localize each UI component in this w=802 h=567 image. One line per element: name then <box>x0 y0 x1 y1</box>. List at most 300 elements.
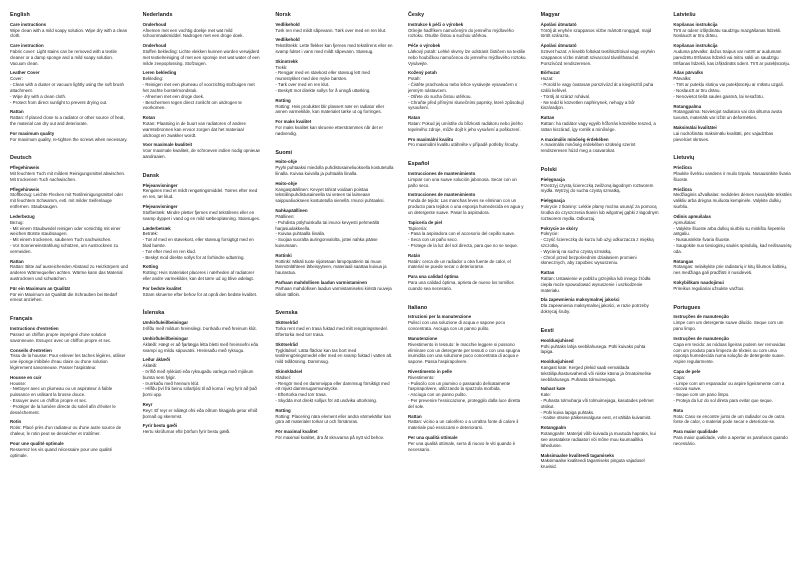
block-text: Látkový potah: Lehké skvrny lze odstranit čističem na textilie nebo houbičkou namočenou do jemného mýdlového roztoku. Vysávejte. <box>407 49 527 66</box>
language-title: Latviešu <box>673 12 696 18</box>
block-heading: Fyrir bestu gæði <box>142 423 178 429</box>
block-text: - Protéger de la lumière directe du soleil afin d'éviter le dessèchement. <box>10 403 116 415</box>
care-block <box>541 43 660 66</box>
block-text: För maximal kvalitet, dra åt skruvarna på nytt vid behov. <box>275 435 384 441</box>
care-block <box>541 297 660 314</box>
language-section-portugues <box>673 305 792 447</box>
care-block <box>673 280 792 292</box>
block-text: - Nenovietot tiešā saules gaismā, lai nesažūtu. <box>673 93 764 99</box>
language-title: English <box>10 12 30 18</box>
block-text: Tygklädsel: Lätta fläckar kan tas bort med textilrengöringsmedel eller med en svamp fuktad i vatten alt. mild tvållösning. Dammsug. <box>275 347 393 365</box>
block-text: Ratán: cerca de un radiador u otra fuente de calor, el material se puede secar o deteriorarse. <box>407 258 511 270</box>
block-heading: Ratán <box>407 252 421 258</box>
block-text: - Chraňte před přímými slunečními paprsky, které způsobují vysoušení. <box>407 99 524 111</box>
block-text: - Kaitse otsese päikesevalguse eest, et vältida kuivamist. <box>540 415 652 421</box>
block-heading: Ápolási útmutató <box>540 21 577 27</box>
block-text: Rotting: Placering nära element eller andra värmekällor kan göra att materialet torkar ut och försämras. <box>275 413 392 425</box>
block-heading: Kokybiškam naudojimui <box>673 280 724 286</box>
block-text: - Beskytt mot direkte sollys for å unngå uttørking. <box>275 87 371 93</box>
language-title: Nederlands <box>142 12 173 18</box>
block-text: Funda de tejido: Las manchas leves se eliminan con un producto para tejidos o una esponja humedecida en agua y un detergente suave. Pasar la aspiradora. <box>407 198 524 215</box>
care-block <box>143 264 262 281</box>
language-section-lietuvi- <box>673 155 792 291</box>
care-block <box>541 115 660 132</box>
block-text: Rattan: vicino a un calorifero o a un'altra fonte di calore il materiale può essiccarsi e deteriorarsi. <box>407 419 519 431</box>
care-block <box>673 314 792 331</box>
care-block <box>275 408 394 425</box>
care-block <box>541 177 660 194</box>
block-heading: Rotan <box>142 115 156 121</box>
block-text: Plaukite švelniu vandens ir muilo tirpalu. Nusausinkite švaria šluoste. <box>673 171 791 182</box>
care-block <box>673 70 792 99</box>
block-text: Pokrycie: <box>540 231 559 237</box>
block-text: Prireikus reguliariai užsukite varžtus. <box>673 285 745 291</box>
block-heading: Rattan <box>10 258 24 264</box>
block-text: Limpe com um detergente suave diluído. Seque com um pano limpo. <box>673 320 784 332</box>
care-block <box>275 119 394 136</box>
care-block <box>408 414 527 431</box>
care-block <box>10 131 129 143</box>
language-section-italiano <box>408 305 527 453</box>
block-heading: Onderhoud <box>142 43 167 49</box>
block-heading: Instructions d'entretien <box>10 326 59 332</box>
block-text: For maks kvalitet kan skruene etterstrammes når det er nødvendig. <box>275 124 383 136</box>
block-text: Medžiaginis užvalkalas: nedideles dėmes nuvalykite tekstilės valikliu arba drėgna muiluota kempinėle. Valykite dulkių siurbliu. <box>673 192 792 210</box>
block-text: Pokrycie z tkaniny: Lekkie plamy można usunąć za pomocą środka do czyszczenia tkanin lub wilgotnej gąbki z łagodnym roztworem mydła. Odkurzaj. <box>540 204 659 221</box>
care-block <box>408 137 527 149</box>
language-title: Italiano <box>407 304 428 311</box>
block-heading: Care instructions <box>10 21 47 27</box>
block-heading: Dla zapewnienia maksymalnej jakości <box>540 297 620 303</box>
block-heading: Pflegehinweis <box>10 165 40 171</box>
block-heading: Pro maximální kvalitu <box>407 136 454 142</box>
language-title: Dansk <box>142 172 160 179</box>
care-block <box>143 357 262 398</box>
block-text: - Tīrīt ar putekļu slotiņu vai putekļsūcēju ar mīkstu uzgali. <box>673 82 784 88</box>
block-text: Pro maximální kvalitu utáhněte v případě potřeby šrouby. <box>407 142 519 148</box>
block-text: - Reinigen met een plumeau of voorzichtig stofzuigen met het zachte borstelmondstuk. <box>142 82 255 93</box>
block-text: Rottinki: Mikäli tuote sijoitetaan lämpöpatterin tai muun lämmönlähteen läheisyyteen, materiaali saattaa kuivua ja haurastua. <box>275 258 387 276</box>
language-title: Portugues <box>673 304 701 311</box>
block-heading: Kopšanas instrukcija <box>673 43 718 49</box>
block-text: Kangast kate: Kerged plekid saab eemaldada tekstiilipuhastusvahendi või niiske käsna ja õrnatoimelise seebilahusega. Puhasta tolmuimejaga. <box>540 364 652 382</box>
block-text: - Þrífið með rykkústi eða ryksugaðu varlega með mjúkum bursta sem fylgir. <box>142 368 254 380</box>
block-text: - Beskyt mod direkte sollys for at forhindre udtørring. <box>142 254 245 260</box>
block-text: Áklæði: Hægt er að fjarlægja létta bletti með hreinsiefni eða svampi og mildu sápuvatni. Hreinsaðu með ryksugu. <box>142 341 259 353</box>
care-block <box>143 115 262 138</box>
language-section-dansk <box>143 173 262 298</box>
block-text: - Pasa la aspiradora con el accesorio del cepillo suave. <box>407 231 516 237</box>
care-block <box>143 183 262 200</box>
block-text: - Otřete do sucha čistou utěrkou. <box>407 93 472 99</box>
block-heading: Instrucciones de mantenimiento <box>407 171 476 177</box>
block-heading: Para maior qualidade <box>673 429 718 435</box>
care-block <box>143 423 262 435</box>
block-heading: Rotting <box>142 264 159 270</box>
block-heading: For bedste kvalitet <box>142 285 182 291</box>
block-text: Stoffbezug: Leichte Flecken mit Textilreinigungsmittel oder mit feuchtem Schwamm, evtl. mit milder Seifenlauge entfernen. Staubsaugen. <box>10 192 124 210</box>
language-section-svenska <box>275 310 394 440</box>
block-heading: Istruzioni per la manutenzione <box>407 314 472 320</box>
block-heading: Pour une qualité optimale <box>10 440 64 446</box>
block-text: Hertu skrúfurnar eftir þörfum fyrir bestu gæði. <box>142 429 231 435</box>
care-block <box>10 419 129 436</box>
care-block <box>408 115 527 132</box>
language-title: Suomi <box>275 149 293 156</box>
care-block <box>143 320 262 332</box>
language-section-fran-ais <box>10 316 129 458</box>
column-4 <box>408 12 527 466</box>
block-heading: Lederbezug <box>10 213 35 219</box>
block-heading: Rotangpalma <box>673 103 702 109</box>
block-text: - Vor Sonneneinstrahlung schützen, um Austrocknen zu vermeiden. <box>10 242 119 254</box>
block-text: Otírejte hadříkem namočeným do jemného mýdlového roztoku. Osušte čistou a suchou utěrkou. <box>407 27 514 39</box>
care-block <box>143 70 262 111</box>
block-heading: A maximális minőség érdekében <box>540 136 609 142</box>
block-text: Reyr: Ef reyr er nálægt ofni eða öðrum hitagjafa getur efnið þornað og skemmst. <box>142 407 258 419</box>
care-block <box>408 274 527 291</box>
block-heading: Umhirðuleiðbeiningar <box>142 335 189 341</box>
block-heading: Instruções de manutenção <box>673 314 729 320</box>
language-section-deutsch <box>10 155 129 303</box>
block-text: - Ne tedd ki közvetlen napfénynek, nehogy a bőr kiszáradjon. <box>540 99 635 111</box>
care-block <box>10 348 129 371</box>
block-text: - Tørk over med en ren klut. <box>275 82 330 88</box>
care-block <box>541 453 660 470</box>
block-text: Rivestimento in tessuto: le macchie leggere si possono eliminare con un detergente per tessuti o con una spugna inumidita con una soluzione poco concentrata di acqua e sapone. Passa l'aspirapolvere. <box>407 341 521 365</box>
care-block <box>673 43 792 66</box>
block-text: - Þurrkaðu með hreinum klút. <box>142 380 200 386</box>
care-block <box>275 429 394 441</box>
block-heading: Rotangpalm <box>540 425 567 431</box>
care-block <box>408 192 527 215</box>
block-heading: Para una calidad óptima <box>407 274 459 280</box>
block-text: Auduma pārvalks: dažus traipus var notīrīt ar audumam paredzētu tīrīšanas līdzekli vai mitru sūkli un saudzīgu tīrīšanas līdzekli, kas izšķīdināts ūdenī. Tīrīt ar putekļsūcēju. <box>673 49 791 66</box>
care-block <box>143 204 262 221</box>
care-block <box>10 259 129 282</box>
care-block <box>408 171 527 188</box>
block-text: Rattan: If placed close to a radiator or other source of heat, the material can dry out and deteriorate. <box>10 115 125 126</box>
block-text: Kate: <box>540 392 551 398</box>
language-section-english <box>10 12 129 142</box>
care-block <box>10 326 129 343</box>
block-text: - Afnemen met een droge doek. <box>142 93 205 99</box>
block-text: - Rengör med en dammvippa eller dammsug försiktigt med ett mjukt dammsugarmunstycke. <box>275 380 390 392</box>
block-heading: Bőrhuzat <box>540 70 560 76</box>
column-3 <box>275 12 394 454</box>
care-block <box>275 59 394 94</box>
block-text: - Seca con un paño seco. <box>407 237 458 243</box>
block-heading: Leren bekleding <box>142 70 177 76</box>
block-text: - Wycieraj na sucho czystą szmatką. <box>540 248 612 254</box>
care-block <box>673 408 792 425</box>
care-block <box>408 22 527 39</box>
block-heading: Ápolási útmutató <box>540 43 577 49</box>
block-heading: Ādas pārvalks <box>673 70 704 76</box>
block-text: Þrífðu með mildum hreinsilegi. Þurrkaðu með hreinum klút. <box>142 326 257 332</box>
block-heading: Instrucciones de mantenimiento <box>407 192 476 198</box>
block-text: - Eftertorka med torr trasa. <box>275 392 327 398</box>
block-text: Rattan: Bitte auf ausreichenden Abstand zu Heizkörpern und anderen Wärmequellen achten. Wärme kann das Material austrocknen und schwächen. <box>10 264 128 282</box>
block-text: - Seque com um pano limpo. <box>673 392 730 398</box>
care-block <box>541 70 660 111</box>
language-title: Lietuvių <box>673 155 695 162</box>
block-text: Para maior qualidade, volte a apertar os parafusos quando necessário. <box>673 435 788 446</box>
block-heading: Capa de pele <box>673 368 701 374</box>
block-text: - Wipe dry with a clean cloth. <box>10 93 67 99</box>
block-text: Stofbetræk: Mindre pletter fjernes med tekstilrens eller en svamp dyppet i vand og en mild sæbeopløsning. Støvsuges. <box>142 209 261 221</box>
care-block <box>673 214 792 255</box>
block-heading: Skötselråd <box>275 341 298 347</box>
block-heading: Instrukce k péči o výrobek <box>407 21 464 27</box>
language-section-suomi <box>275 150 394 298</box>
block-text: - Saugokite nuo tiesioginių saulės spindulių, kad neišsausėtų oda. <box>673 242 792 254</box>
care-block <box>275 253 394 276</box>
block-text: Parhaan mahdollisen laadun varmistamiseksi kiristä ruuveja silloin tällöin. <box>275 285 392 297</box>
language-title: Polski <box>540 167 557 174</box>
block-text: A maximális minőség érdekében szükség szerint rendszeresen húzd meg a csavarokat. <box>540 142 636 154</box>
care-block <box>10 109 129 126</box>
block-text: - Tør efter med en ren klud. <box>142 248 197 254</box>
language-title: Eesti <box>540 327 554 334</box>
block-text: Áklæði: <box>142 363 158 369</box>
block-text: Rotting: Hvis produktet blir plassert nær en radiator eller annen varmekilde, kan materialet tørke ut og forringes. <box>275 103 385 115</box>
care-block <box>408 435 527 452</box>
column-2 <box>143 12 262 448</box>
block-heading: Hoito-ohje <box>275 180 298 186</box>
care-block <box>408 314 527 331</box>
language-title: Íslenska <box>142 310 165 317</box>
care-block <box>673 336 792 365</box>
block-text: - Noslaucīt ar tīru drānu. <box>673 87 721 93</box>
block-heading: Per una qualità ottimale <box>407 435 458 441</box>
block-heading: Pokrycie ze skóry <box>540 225 578 231</box>
care-block <box>408 220 527 249</box>
care-block <box>673 165 792 182</box>
language-title: Deutsch <box>10 155 32 162</box>
care-block <box>10 165 129 182</box>
care-block <box>541 137 660 154</box>
block-text: Tekstiltrekk: Lette flekker kan fjernes med tekstilrens eller en svamp fuktet i vann med mildt såpevann. Støvsug. <box>275 43 393 55</box>
block-text: Törölj át enyhén szappanos vízbe mártott ronggyal, majd törölt szárazra. <box>540 27 652 39</box>
block-text: Rattan: ha radiátor vagy egyéb hőforrás közelébe teszed, a rattan kiszárad, így romlik a minősége. <box>540 120 656 132</box>
care-block <box>10 22 129 39</box>
block-heading: Rattan <box>10 109 24 115</box>
block-text: Rotangpalm: Materjal võib kuivada ja muutuda hapraks, kui see asetatakse radiaatori või mõne muu kuumaallika lähedusse. <box>540 431 656 448</box>
block-text: Torka rent med en trasa fuktad med milt rengöringsmedel. Eftertorka med torr trasa. <box>275 326 388 337</box>
language-title: Česky <box>407 12 425 18</box>
care-block <box>408 70 527 111</box>
care-block <box>275 208 394 249</box>
block-text: - Puhdista pölyhuiskulla tai imuroi kevyesti pehmeällä harjasuulakkeella. <box>275 219 380 231</box>
care-block <box>275 37 394 54</box>
block-heading: Hooldusjuhised <box>540 337 574 343</box>
block-heading: Kožený potah <box>407 70 437 76</box>
block-text: Szövet huzat: A kisebb foltokat textiltisztítóval vagy enyhén szappanos vízbe mártott szivaccsal távolíthatod el. Porszívózd rendszeresen. <box>540 49 655 66</box>
block-heading: Skinnklädsel <box>275 368 303 374</box>
block-heading: Priežiūra <box>673 165 692 171</box>
block-text: Rotangas: nelaikykite prie radiatorių ir kitų šilumos šaltinių, nes medžiaga gali pradžiūti ir nusidėvėti. <box>673 264 788 276</box>
block-text: Resserrez les vis quand nécessaire pour une qualité optimale. <box>10 446 113 458</box>
block-text: - Puliscilo con un piumino o passando delicatamente l'aspirapolvere, utilizzando la spazzola morbida. <box>407 380 511 392</box>
block-heading: Rotangas <box>673 258 694 264</box>
block-text: Rivestimento: <box>407 374 435 380</box>
block-text: - Protege de la luz del sol directa, para que no se seque. <box>407 242 519 248</box>
block-text: Rotin: Placé près d'un radiateur ou d'une autre source de chaleur, le rotin peut se dessécher et s'abîmer. <box>10 425 122 437</box>
block-text: Für ein Maximum an Qualität die Schrauben bei Bedarf erneut anziehen. <box>10 291 118 303</box>
block-heading: Odinis apmušalas <box>673 213 711 219</box>
block-text: - Kuivaa puhtaalla liinalla. <box>275 231 326 237</box>
block-text: - Asciuga con un panno pulito. <box>407 392 467 398</box>
care-block <box>10 286 129 303</box>
language-section--slenska <box>143 310 262 435</box>
block-heading: Parhaan mahdollisen laadun varmistaminen <box>275 280 368 286</box>
block-text: Przetrzyj czystą ściereczką zwilżoną łagodnym roztworem mydła. Wytrzyj do sucha czystą szmatką. <box>540 182 654 194</box>
block-text: Dla zapewnienia maksymalnej jakości, w razie potrzeby dokręcaj śruby. <box>540 303 649 315</box>
block-heading: Maksimālai kvalitātei <box>673 124 717 130</box>
block-text: - Protect from direct sunlight to prevent drying out. <box>10 99 108 105</box>
care-block <box>541 22 660 39</box>
block-heading: Skinntrekk <box>275 58 298 64</box>
block-text: - Pühi kuiva lapiga puhtaks. <box>540 409 595 415</box>
block-text: Klädsel: <box>275 374 291 380</box>
block-heading: Rota <box>673 407 684 413</box>
block-text: Para una calidad óptima, aprieta de nuevo los tornillos cuando sea necesario. <box>407 280 514 291</box>
block-heading: Péče o výrobek <box>407 43 441 49</box>
block-text: - Čistěte prachovkou nebo lehce vysávejte vysavačem s jemným nástavcem. <box>407 82 518 93</box>
language-section-magyar <box>541 12 660 154</box>
column-6 <box>673 12 792 460</box>
block-text: Tørk ren med mildt såpevann. Tørk over med en ren klut. <box>275 27 387 33</box>
block-heading: Voor maximale kwaliteit <box>142 142 193 148</box>
block-text: - Hlífðu því frá beinu sólarljósi til að koma í veg fyrir að það þorni upp. <box>142 386 257 398</box>
care-block <box>408 253 527 270</box>
care-block <box>541 198 660 221</box>
block-text: Rotan: Plaatsing in de buurt van radiatoren of andere warmtebronnen kan ervoor zorgen dat het materiaal uitdroogt en zwakker wordt. <box>142 120 246 138</box>
block-heading: Vedlikehold <box>275 21 300 27</box>
care-block <box>673 125 792 142</box>
care-block <box>541 338 660 355</box>
block-text: Rotangpalma: Novietojot radiatora vai cita siltuma avota tuvumā, materiāls var izžūt un deformēties. <box>673 109 782 121</box>
care-block <box>541 359 660 382</box>
block-text: Pulisci con una soluzione di acqua e sapone poco concentrata. Asciuga con un panno pulito. <box>407 320 506 332</box>
language-title: Norsk <box>275 12 291 18</box>
block-text: Housse: <box>10 380 27 386</box>
columns-grid <box>10 12 792 483</box>
block-text: Passez un chiffon propre imprégné d'une solution savonneuse. Essuyez avec un chiffon propre et sec. <box>10 331 112 343</box>
block-heading: Rotin <box>10 419 22 425</box>
block-text: Fabric cover: Light stains can be removed with a textile cleaner or a damp sponge and a mild soapy solution. Vacuum clean. <box>10 49 117 66</box>
care-block <box>673 22 792 39</box>
block-text: Mit feuchtem Tuch mit mildem Reinigungsmittel abwischen. Mit trockenem Tuch nachwischen. <box>10 171 126 182</box>
care-block <box>541 425 660 448</box>
care-block <box>275 342 394 365</box>
block-text: Ratan: Pokud jej umístíte do blízkosti radiátoru nebo jiného tepelného zdroje, může dojít k jeho vysušení a poškození. <box>407 120 523 132</box>
block-heading: Pielęgnacja <box>540 176 565 182</box>
column-5 <box>541 12 660 483</box>
block-text: Per una qualità ottimale, serra di nuovo le viti quando è necessario. <box>407 440 516 452</box>
care-block <box>541 270 660 293</box>
block-heading: Manutenzione <box>407 335 438 341</box>
care-block <box>275 320 394 337</box>
block-text: Betræk: <box>142 231 159 237</box>
block-heading: Rattan <box>540 270 555 276</box>
block-text: For maximum quality, re-tighten the screws when necessary. <box>10 136 128 142</box>
block-heading: Vedlikehold <box>275 37 300 43</box>
care-block <box>408 369 527 410</box>
care-block <box>143 22 262 39</box>
language-section-espa-ol <box>408 161 527 291</box>
block-text: Capa: <box>673 374 686 380</box>
care-block <box>10 43 129 66</box>
care-block <box>275 22 394 34</box>
language-section--esky <box>408 12 527 148</box>
language-title: Español <box>407 161 430 168</box>
care-block <box>143 336 262 353</box>
care-block <box>10 70 129 105</box>
block-text: - Nusausinkite švaria šluoste. <box>673 237 731 243</box>
block-text: - Czyść ściereczką do kurzu lub użyj odkurzacza z miękką szczotką. <box>540 237 654 248</box>
language-section-latvie-u <box>673 12 792 142</box>
care-block <box>10 214 129 255</box>
block-text: Rotting: Hvis materialet placeres i nærheden af radiatorer eller andre varmekilder, kan det tørre ud og blive ødelagt. <box>142 270 255 282</box>
block-text: - Chroń przed bezpośrednim działaniem promieni słonecznych, aby zapobiec wysuszeniu. <box>540 254 637 266</box>
block-heading: Nahast kate <box>540 386 566 392</box>
block-text: Potah: <box>407 76 421 82</box>
block-heading: Onderhoud <box>142 21 167 27</box>
block-heading: Hooldusjuhised <box>540 359 574 365</box>
care-block <box>275 280 394 297</box>
care-block <box>10 375 129 416</box>
care-block <box>275 181 394 204</box>
language-title: Magyar <box>540 12 560 18</box>
block-text: Päällinen: <box>275 213 295 219</box>
block-text: - Tør af med en støvekost, eller støvsug forsigtigt med en blød børste. <box>142 237 254 248</box>
block-heading: Rivestimento in pelle <box>407 368 452 374</box>
block-text: Tīrīt ar ūdenī izšķīdinātu saudzīgu mazgāšanas līdzekli. Noslaucīt ar tīru drānu. <box>673 27 782 39</box>
language-section-norsk <box>275 12 394 137</box>
block-text: - Törölj át száraz ruhával. <box>540 93 591 99</box>
block-text: - Proteja da luz do sol direta para evitar que seque. <box>673 398 773 404</box>
block-text: - Limpe com um espanador ou aspire ligeiramente com a escova suave. <box>673 380 785 392</box>
block-heading: Leather Cover <box>10 70 40 76</box>
care-block <box>408 336 527 365</box>
block-heading: Umhirðuleiðbeiningar <box>142 320 189 326</box>
block-heading: Rattan <box>407 413 422 419</box>
block-heading: Für ein Maximum an Qualität <box>10 285 71 291</box>
block-text: - Puhasta tolmuharja või tolmuimejaga, kasutades pehmet otsikut. <box>540 398 654 409</box>
block-text: Maksimaalse kvaliteedi tagamiseks pinguta vajadusel kruvisid. <box>540 458 645 470</box>
block-text: - Suojaa suoralta auringonvalolta, jottei nahka pääse kuivumaan. <box>275 237 378 248</box>
block-heading: For maks kvalitet <box>275 119 312 125</box>
care-block <box>275 369 394 404</box>
block-text: - Per prevenire l'essiccazione, proteggilo dalla luce diretta del sole. <box>407 398 521 409</box>
block-heading: Hoito-ohje <box>275 159 298 165</box>
block-text: Apmušalas: <box>673 219 697 225</box>
block-heading: Ratan <box>407 115 421 121</box>
block-text: Rattan: Ustawienie w pobliżu grzejnika lub innego źródła ciepła może spowodować wysuszenie i uszkodzenie materiału. <box>540 276 651 293</box>
block-text: Limpiar con una suave solución jabonosa. Secar con un paño seco. <box>407 176 517 188</box>
care-block <box>541 226 660 267</box>
care-block <box>143 402 262 419</box>
language-section-nederlands <box>143 12 262 160</box>
language-title: Svenska <box>275 310 298 317</box>
care-block <box>673 429 792 446</box>
block-text: - Mit einem trockenen, sauberen Tuch nachwischen. <box>10 237 112 243</box>
block-heading: Care instruction <box>10 43 44 49</box>
block-text: - Mit einem Staubwedel reinigen oder vorsichtig mit einer weichen Bürste staubsaugen. <box>10 225 121 237</box>
block-text: Wipe clean with a mild soapy solution. Wipe dry with a clean cloth. <box>10 27 128 39</box>
